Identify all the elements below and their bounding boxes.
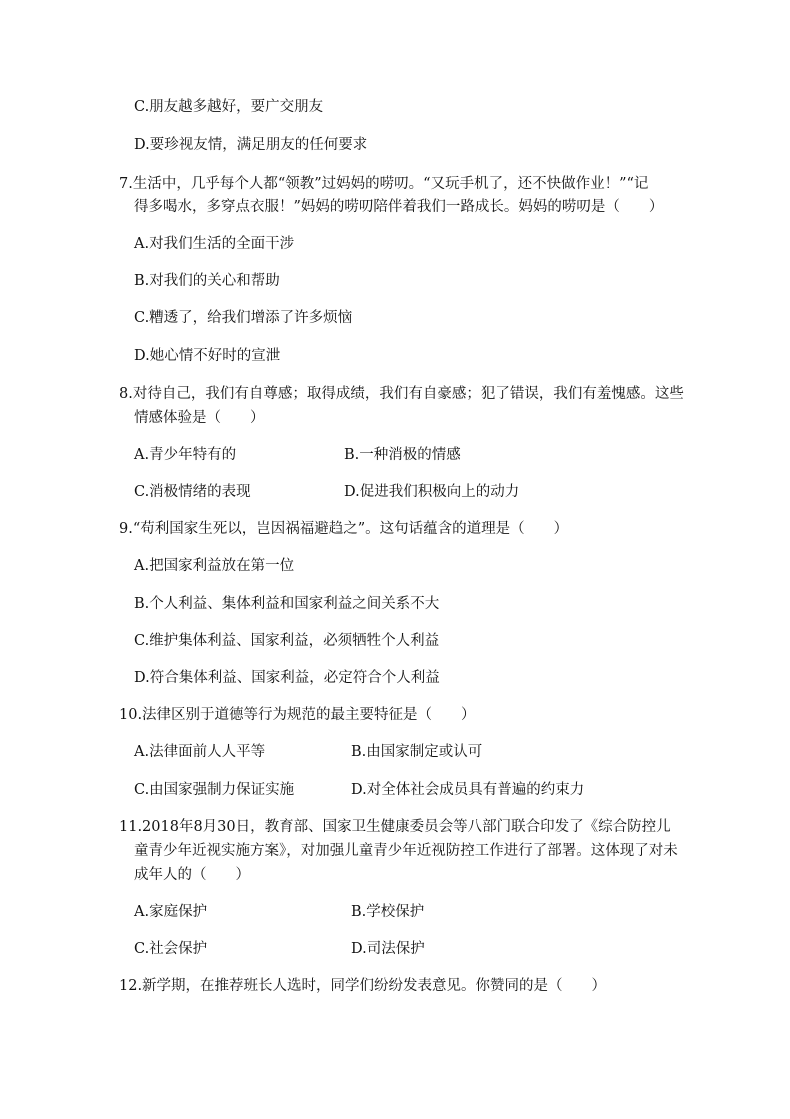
q8-option-d: D.促进我们积极向上的动力 [344, 484, 520, 500]
q9-stem: 9.“苟利国家生死以，岂因祸福避趋之”。这句话蕴含的道理是（ ） [119, 521, 569, 537]
q9-option-d: D.符合集体利益、国家利益，必定符合个人利益 [134, 670, 440, 686]
q7-option-b: B.对我们的关心和帮助 [134, 273, 280, 289]
q10-option-d: D.对全体社会成员具有普遍的约束力 [351, 782, 585, 798]
q11-option-c: C.社会保护 [134, 941, 208, 957]
q11-stem-line-2: 童青少年近视实施方案》，对加强儿童青少年近视防控工作进行了部署。这体现了对未 [134, 843, 678, 859]
q10-stem: 10.法律区别于道德等行为规范的最主要特征是（ ） [119, 707, 476, 723]
q9-option-b: B.个人利益、集体利益和国家利益之间关系不大 [134, 596, 440, 612]
q7-option-c: C.糟透了，给我们增添了许多烦恼 [134, 310, 353, 326]
q11-stem-line-1: 11.2018年8月30日，教育部、国家卫生健康委员会等八部门联合印发了《综合防控儿 [119, 819, 671, 835]
q10-option-c: C.由国家强制力保证实施 [134, 782, 295, 798]
q8-stem-line-1: 8.对待自己，我们有自尊感；取得成绩，我们有自豪感；犯了错误，我们有羞愧感。这些 [119, 386, 684, 402]
q7-stem-line-1: 7.生活中，几乎每个人都“领教”过妈妈的唠叨。“又玩手机了，还不快做作业！”“记 [119, 176, 649, 192]
q11-option-a: A.家庭保护 [134, 904, 208, 920]
q7-option-d: D.她心情不好时的宣泄 [134, 348, 281, 364]
q8-option-a: A.青少年特有的 [134, 447, 237, 463]
q11-option-d: D.司法保护 [351, 941, 425, 957]
q8-option-c: C.消极情绪的表现 [134, 484, 251, 500]
q10-option-a: A.法律面前人人平等 [134, 744, 266, 760]
q6-option-c: C.朋友越多越好，要广交朋友 [134, 99, 324, 115]
q7-option-a: A.对我们生活的全面干涉 [134, 236, 295, 252]
q12-stem: 12.新学期，在推荐班长人选时，同学们纷纷发表意见。你赞同的是（ ） [119, 978, 607, 994]
q6-option-d: D.要珍视友情，满足朋友的任何要求 [134, 137, 368, 153]
q8-stem-line-2: 情感体验是（ ） [134, 410, 265, 426]
q7-stem-line-2: 得多喝水，多穿点衣服！”妈妈的唠叨陪伴着我们一路成长。妈妈的唠叨是（ ） [134, 199, 664, 215]
q10-option-b: B.由国家制定或认可 [351, 744, 483, 760]
q8-option-b: B.一种消极的情感 [344, 447, 461, 463]
q11-option-b: B.学校保护 [351, 904, 425, 920]
q11-stem-line-3: 成年人的（ ） [134, 867, 250, 883]
q9-option-a: A.把国家利益放在第一位 [134, 558, 295, 574]
q9-option-c: C.维护集体利益、国家利益，必须牺牲个人利益 [134, 633, 440, 649]
